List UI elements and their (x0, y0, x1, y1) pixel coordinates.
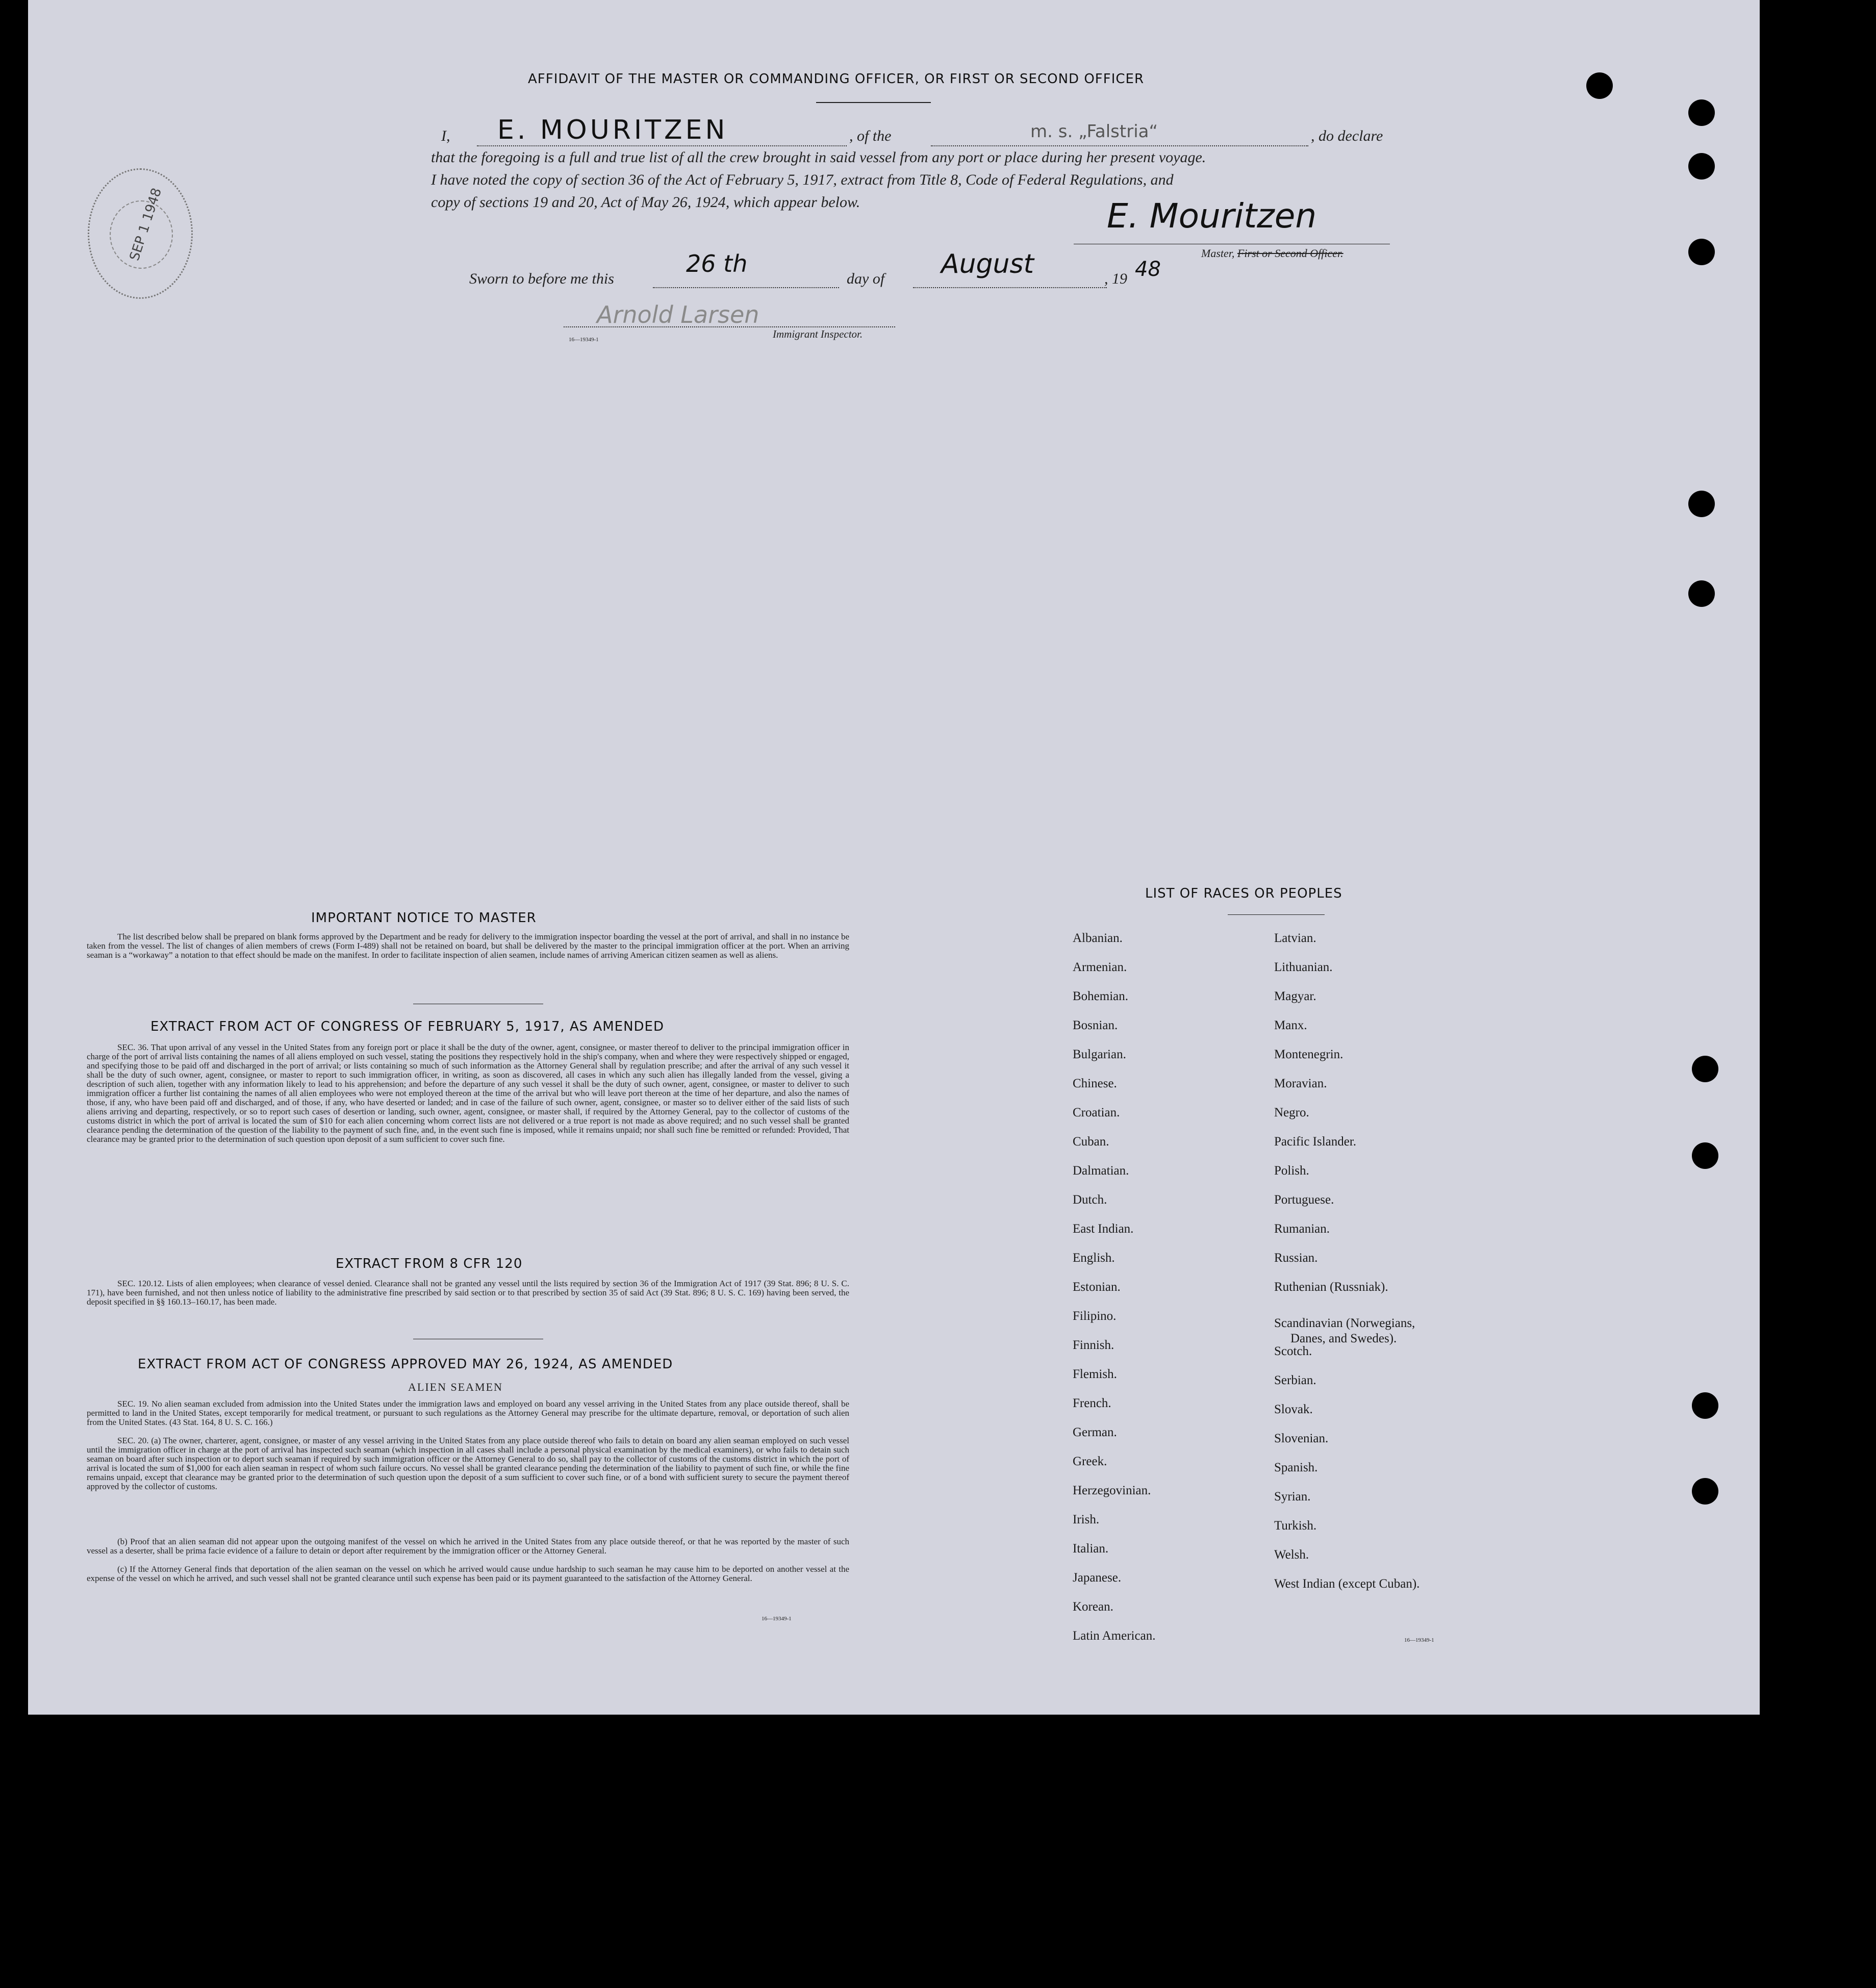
race-item: Montenegrin. (1274, 1048, 1343, 1061)
extract-1917-body: SEC. 36. That upon arrival of any vessel in the United States from any foreign port or place it shall be the duty of the owner, agent, consignee, or master thereof to deliver to the principal immigration officer in charge of the port of arrival lists containing the names of all aliens employed on such vessel, stating the positions they respectively hold in the ship's company, when and where they were respectively shipped or engaged, and specifying those to be paid off and discharged in the port of arrival; or lists containing so much of such information as the Attorney General shall by regulation prescribe; and after the arrival of any such vessel it shall be the duty of such owner, agent, consignee, or master to report to such immigration officer, in writing, as soon as discovered, all cases in which any such alien has illegally landed from the vessel, giving a description of such alien, together with any information likely to lead to his apprehension; and before the departure of any such vessel it shall be the duty of such owner, agent, consignee, or master to deliver to such immigration officer a further list containing the names of all alien employees who were not employed thereon at the time of the arrival but who will leave port thereon at the time of her departure, and also the names of those, if any, who have been paid off and discharged, and of those, if any, who have deserted or landed; and in case of the failure of such owner, agent, consignee, or master so to deliver either of the said lists of such aliens arriving and departing, respectively, or so to report such cases of desertion or landing, such owner, agent, consignee, or master shall, if required by the Attorney General, pay to the collector of customs of the customs district in which the port of arrival is located the sum of $10 for each alien concerning whom correct lists are not delivered or a true report is not made as above required; and no such vessel shall be granted clearance pending the determination of the question of the liability to the payment of such fine, and, in the event such fine is imposed, while it remains unpaid; nor shall such fine be remitted or refunded: Provided, That clearance may be granted prior to the determination of such question upon deposit of a sum sufficient to cover such fine. (87, 1042, 849, 1144)
race-item: Lithuanian. (1274, 960, 1333, 974)
race-item: Estonian. (1073, 1280, 1121, 1294)
form-number: 16—19349-1 (762, 1616, 792, 1622)
punch-hole (1692, 1392, 1718, 1419)
race-item: Croatian. (1073, 1106, 1120, 1119)
sec-20b-paragraph: (b) Proof that an alien seaman did not appear upon the outgoing manifest of the vessel on which he arrived in the United States from any place outside thereof, or that he was reported by the master of such vessel as a deserter, shall be prima facie evidence of a failure to detain or deport after requirement by the immigration officer or the Attorney General. (87, 1537, 849, 1556)
of-the-label: , of the (849, 128, 892, 144)
race-item: Ruthenian (Russniak). (1274, 1280, 1388, 1294)
sworn-day: 26 th (686, 250, 748, 277)
stamp-date: SEP 1 1948 (126, 186, 165, 263)
affidavit-line-1: that the foregoing is a full and true list of all the crew brought in said vessel from any port or place during her present voyage. (431, 149, 1206, 166)
race-item: Armenian. (1073, 960, 1127, 974)
race-item: Spanish. (1274, 1461, 1318, 1474)
race-item: Pacific Islander. (1274, 1135, 1357, 1149)
race-item: Polish. (1274, 1164, 1309, 1178)
i-label: I, (441, 128, 450, 144)
race-item: Negro. (1274, 1106, 1309, 1119)
race-item: Russian. (1274, 1251, 1318, 1265)
day-line (653, 287, 839, 288)
punch-hole (1688, 491, 1715, 517)
race-item: Japanese. (1073, 1571, 1122, 1585)
race-item: Turkish. (1274, 1519, 1317, 1533)
race-item: East Indian. (1073, 1222, 1134, 1236)
race-item: English. (1073, 1251, 1115, 1265)
divider (816, 102, 931, 103)
sworn-month: August (941, 249, 1034, 279)
punch-hole (1692, 1142, 1718, 1169)
form-number: 16—19349-1 (569, 337, 599, 343)
divider (1228, 914, 1325, 915)
race-item: Welsh. (1274, 1548, 1309, 1562)
extract-1924-title: EXTRACT FROM ACT OF CONGRESS APPROVED MAY 26, 1924, AS AMENDED (138, 1357, 673, 1372)
race-item: Korean. (1073, 1600, 1113, 1614)
race-item: Bosnian. (1073, 1018, 1118, 1032)
race-item: Latin American. (1073, 1629, 1156, 1643)
race-item: Dalmatian. (1073, 1164, 1129, 1178)
extract-1924-subtitle: ALIEN SEAMEN (408, 1381, 503, 1393)
punch-hole (1688, 99, 1715, 126)
race-item: West Indian (except Cuban). (1274, 1577, 1420, 1591)
punch-hole (1586, 72, 1613, 99)
race-item: Bohemian. (1073, 989, 1129, 1003)
struck-caption: First or Second Officer. (1237, 247, 1343, 260)
punch-hole (1688, 239, 1715, 265)
affidavit-title: AFFIDAVIT OF THE MASTER OR COMMANDING OFFICER, OR FIRST OR SECOND OFFICER (528, 71, 1145, 87)
year-prefix: , 19 (1104, 270, 1127, 287)
race-item: Portuguese. (1274, 1193, 1334, 1207)
signature-caption (1201, 247, 1343, 260)
extract-cfr-title: EXTRACT FROM 8 CFR 120 (336, 1256, 523, 1271)
race-item: Latvian. (1274, 931, 1316, 945)
notice-title: IMPORTANT NOTICE TO MASTER (311, 910, 537, 926)
race-item: Magyar. (1274, 989, 1316, 1003)
extract-1917-title: EXTRACT FROM ACT OF CONGRESS OF FEBRUARY 5, 1917, AS AMENDED (150, 1019, 665, 1034)
race-item: Slovak. (1274, 1403, 1313, 1416)
inspector-caption: Immigrant Inspector. (773, 328, 863, 340)
race-item: Dutch. (1073, 1193, 1107, 1207)
race-item: Cuban. (1073, 1135, 1109, 1149)
affidavit-line-3: copy of sections 19 and 20, Act of May 26, 1924, which appear below. (431, 194, 860, 211)
race-item: Flemish. (1073, 1367, 1117, 1381)
race-item: Manx. (1274, 1018, 1307, 1032)
form-number: 16—19349-1 (1404, 1637, 1434, 1643)
punch-hole (1692, 1478, 1718, 1505)
race-item: Rumanian. (1274, 1222, 1330, 1236)
race-item: Moravian. (1274, 1077, 1327, 1090)
race-item: Bulgarian. (1073, 1048, 1126, 1061)
race-item: French. (1073, 1396, 1111, 1410)
name-line (477, 145, 847, 146)
race-item: Greek. (1073, 1455, 1107, 1468)
date-stamp (88, 168, 193, 299)
race-item: Herzegovinian. (1073, 1484, 1151, 1497)
vessel-name-stamp: m. s. „Falstria“ (1030, 121, 1158, 142)
race-item: Irish. (1073, 1513, 1100, 1526)
master-name: E. MOURITZEN (497, 115, 728, 145)
race-item: Chinese. (1073, 1077, 1117, 1090)
race-item: Italian. (1073, 1542, 1109, 1556)
race-item: German. (1073, 1425, 1117, 1439)
month-line (913, 287, 1107, 288)
inspector-signature: Arnold Larsen (597, 301, 759, 328)
race-item: Filipino. (1073, 1309, 1117, 1323)
sec-20a-paragraph: SEC. 20. (a) The owner, charterer, agent, consignee, or master of any vessel arriving in the United States from any place outside thereof who fails to detain on board any alien seaman employed on such vessel until the immigration officer in charge at the port of arrival has inspected such seaman (which inspection in all cases shall include a personal physical examination by the medical examiners), or who fails to detain such seaman on board after such inspection or to deport such seaman if required by such immigration officer or the Attorney General to do so, shall pay to the collector of customs of the customs district in which the port of arrival is located the sum of $1,000 for each alien seaman in respect of whom such failure occurs. No vessel shall be granted clearance pending the determination of the liability to payment of such fine, or while the fine remains unpaid, except that clearance may be granted prior to the determination of such question upon the deposit of a sum sufficient to cover such fine, or of a bond with sufficient surety to secure the payment thereof approved by the collector of customs. (87, 1436, 849, 1491)
punch-hole (1688, 580, 1715, 607)
race-item: Scotch. (1274, 1344, 1312, 1358)
document-page (28, 0, 1760, 1715)
races-title: LIST OF RACES OR PEOPLES (1145, 886, 1342, 901)
race-item: Albanian. (1073, 931, 1123, 945)
sec-19-paragraph: SEC. 19. No alien seaman excluded from admission into the United States under the immigration laws and employed on board any vessel arriving in the United States from any place outside thereof, shall be permitted to land in the United States, except temporarily for medical treatment, or pursuant to such regulations as the Attorney General may prescribe for the ultimate departure, removal, or deportation of such alien from the United States. (43 Stat. 164, 8 U. S. C. 166.) (87, 1399, 849, 1427)
year-suffix: 48 (1135, 258, 1161, 281)
race-item: Finnish. (1073, 1338, 1114, 1352)
race-item: Scandinavian (Norwegians, (1274, 1316, 1415, 1330)
race-item: Syrian. (1274, 1490, 1311, 1503)
master-caption: Master, (1201, 247, 1235, 260)
notice-body: The list described below shall be prepared on blank forms approved by the Department and be ready for delivery to the immigration inspector boarding the vessel at the port of arrival, and shall in no instance be taken from the vessel. The list of changes of alien members of crews (Form I-489) shall not be retained on board, but shall be delivered by the master to the principal immigration officer at the port. When an arriving seaman is a “workaway” a notation to that effect should be made on the manifest. In order to facilitate inspection of alien seamen, include names of arriving American citizen seamen as well as aliens. (87, 932, 849, 960)
day-of-label: day of (847, 270, 885, 287)
punch-hole (1688, 153, 1715, 180)
inspector-line (564, 326, 895, 327)
master-signature: E. Mouritzen (1107, 196, 1317, 236)
sworn-label: Sworn to before me this (469, 270, 614, 287)
vessel-line (931, 145, 1308, 146)
race-item: Slovenian. (1274, 1432, 1329, 1445)
race-item: Serbian. (1274, 1373, 1316, 1387)
race-item: Danes, and Swedes). (1290, 1332, 1397, 1345)
punch-hole (1692, 1056, 1718, 1082)
sec-20c-paragraph: (c) If the Attorney General finds that deportation of the alien seaman on the vessel on which he arrived would cause undue hardship to such seaman he may cause him to be deported on another vessel at the expense of the vessel on which he arrived, and such vessel shall not be granted clearance until such expense has been paid or its payment guaranteed to the satisfaction of the Attorney General. (87, 1564, 849, 1583)
declare-label: , do declare (1311, 128, 1383, 144)
extract-cfr-body: SEC. 120.12. Lists of alien employees; when clearance of vessel denied. Clearance shall not be granted any vessel until the lists required by section 36 of the Immigration Act of 1917 (39 Stat. 896; 8 U. S. C. 171), have been furnished, and not then unless notice of liability to the administrative fine prescribed by said section or to that prescribed by section 35 of said Act (39 Stat. 896; 8 U. S. C. 169) having been served, the deposit specified in §§ 160.13–160.17, has been made. (87, 1279, 849, 1307)
affidavit-line-2: I have noted the copy of section 36 of the Act of February 5, 1917, extract from Title 8, Code of Federal Regulations, and (431, 171, 1174, 188)
